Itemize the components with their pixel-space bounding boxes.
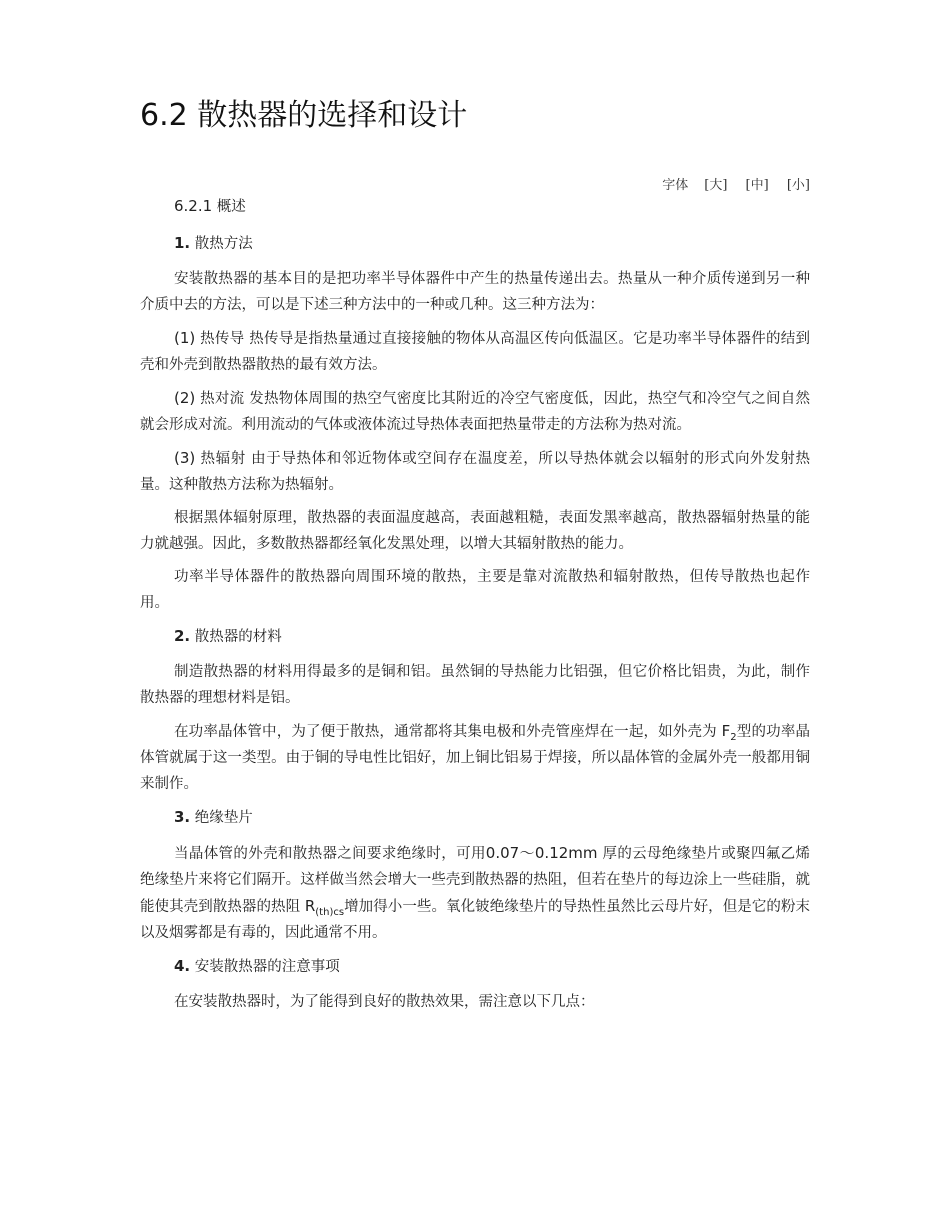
subsection-heading-1: [140, 230, 810, 257]
font-size-large-link[interactable]: [大]: [704, 178, 728, 193]
section-number: 6.2.1: [174, 197, 213, 215]
paragraph-blackbody: 根据黑体辐射原理，散热器的表面温度越高，表面越粗糙，表面发黑率越高，散热器辐射热量的能力就越强。因此，多数散热器都经氧化发黑处理，以增大其辐射散热的能力。: [140, 510, 810, 552]
font-size-medium-link[interactable]: [中]: [745, 178, 769, 193]
paragraph-convection: [140, 385, 810, 438]
text-segment: 厚的云母绝缘垫片或聚四氟乙烯绝缘垫片来将它们隔开。这样做当然会增大一些壳到散热器的热阻，但若在垫片的每边涂上一些硅脂，就能使其壳到散热器的热阻: [140, 846, 810, 915]
subsection-number: 1.: [174, 234, 191, 252]
paragraph-summary: 功率半导体器件的散热器向周围环境的散热，主要是靠对流散热和辐射散热，但传导散热也起作用。: [140, 569, 810, 611]
subsection-number: 4.: [174, 957, 191, 975]
text-segment: 型的功率晶体管就属于这一类型。由于铜的导电性比铝好，加上铜比铝易于焊接，所以晶体管的金属外壳一般都用铜来制作。: [140, 724, 810, 792]
font-size-label: 字体: [662, 178, 689, 193]
package-letter: F: [721, 722, 731, 740]
subsection-heading-4: [140, 953, 810, 980]
item-number: (3): [174, 449, 196, 467]
subsection-heading-2: [140, 623, 810, 650]
subsection-title: 散热方法: [194, 236, 253, 252]
subsection-heading-3: [140, 804, 810, 831]
paragraph-conduction: [140, 325, 810, 378]
item-number: (1): [174, 329, 196, 347]
subsection-title: 绝缘垫片: [194, 810, 253, 826]
page-title: 6.2 散热器的选择和设计: [140, 98, 468, 133]
package-subscript: 2: [730, 732, 737, 743]
paragraph-insulation: [140, 840, 810, 946]
paragraph-transistor-case: [140, 718, 810, 797]
text-segment: 在功率晶体管中，为了便于散热，通常都将其集电极和外壳管座焊在一起，如外壳为: [174, 724, 722, 740]
thickness-range: 0.07～0.12mm: [485, 844, 598, 862]
symbol-subscript: (th)cs: [315, 907, 345, 918]
subsection-number: 2.: [174, 627, 191, 645]
text-segment: 当晶体管的外壳和散热器之间要求绝缘时，可用: [174, 846, 486, 862]
package-code: [721, 722, 737, 743]
subsection-number: 3.: [174, 808, 191, 826]
paragraph-installation: 在安装散热器时，为了能得到良好的散热效果，需注意以下几点：: [174, 994, 595, 1010]
section-title: 概述: [216, 199, 246, 215]
subsection-title: 散热器的材料: [194, 629, 282, 645]
paragraph-intro: 安装散热器的基本目的是把功率半导体器件中产生的热量传递出去。热量从一种介质传递到另一种介质中去的方法，可以是下述三种方法中的一种或几种。这三种方法为：: [140, 271, 810, 313]
paragraph-radiation: [140, 445, 810, 498]
font-size-small-link[interactable]: [小]: [786, 178, 810, 193]
item-number: (2): [174, 389, 196, 407]
subsection-title: 安装散热器的注意事项: [194, 959, 340, 975]
item-text: 热传导 热传导是指热量通过直接接触的物体从高温区传向低温区。它是功率半导体器件的结到壳和外壳到散热器散热的最有效方法。: [140, 331, 810, 373]
item-text: 热辐射 由于导热体和邻近物体或空间存在温度差，所以导热体就会以辐射的形式向外发射热量。这种散热方法称为热辐射。: [140, 451, 810, 493]
section-heading: [140, 193, 810, 220]
article-body: [140, 193, 810, 1022]
text-segment: 增加得小一些。氧化铍绝缘垫片的导热性虽然比云母片好，但是它的粉末以及烟雾都是有毒的，因此通常不用。: [140, 899, 811, 941]
item-text: 热对流 发热物体周围的热空气密度比其附近的冷空气密度低，因此，热空气和冷空气之间自然就会形成对流。利用流动的气体或液体流过导热体表面把热量带走的方法称为热对流。: [140, 391, 810, 433]
symbol-letter: R: [304, 897, 316, 915]
paragraph-materials: 制造散热器的材料用得最多的是铜和铝。虽然铜的导热能力比铝强，但它价格比铝贵，为此，制作散热器的理想材料是铝。: [140, 664, 810, 706]
thermal-resistance-symbol: [304, 897, 345, 918]
